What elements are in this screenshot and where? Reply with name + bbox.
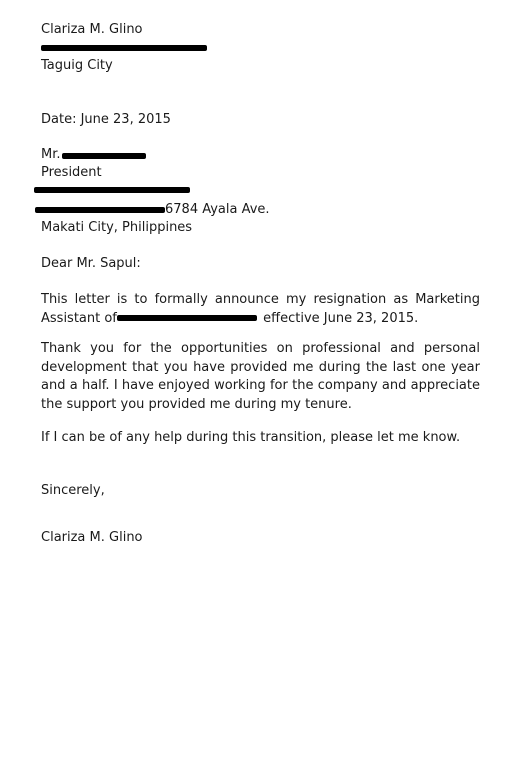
body-paragraph-2: Thank you for the opportunities on professional and personal development that you have provided me during the last one year and a half. I have enjoyed working for the company and appreciate the support you provided me during my tenure.: [41, 341, 480, 412]
letter-date: Date: June 23, 2015: [41, 112, 171, 127]
sender-street-redacted: [41, 39, 211, 57]
signature-name: Clariza M. Glino: [41, 530, 143, 545]
recipient-name-line: [41, 146, 61, 164]
recipient-prefix: Mr.: [41, 147, 61, 162]
sender-city: Taguig City: [41, 58, 113, 73]
redaction-bar: [41, 45, 207, 51]
body-paragraph-3: If I can be of any help during this transition, please let me know.: [41, 430, 461, 445]
recipient-title: President: [41, 165, 102, 180]
recipient-address-line: [41, 201, 270, 219]
employer-redaction: [117, 315, 257, 321]
recipient-company-redaction: [34, 187, 190, 193]
greeting: Dear Mr. Sapul:: [41, 256, 141, 271]
recipient-address-tail: 6784 Ayala Ave.: [165, 202, 270, 217]
body-paragraph-1: [41, 291, 480, 328]
body-paragraph-1-end: effective June 23, 2015.: [263, 310, 419, 326]
sender-name: Clariza M. Glino: [41, 22, 143, 37]
recipient-building-redaction: [35, 207, 165, 213]
recipient-name-redaction: [62, 153, 146, 159]
closing: Sincerely,: [41, 483, 105, 498]
body-paragraph-1-start: This letter is to formally announce my resignation as Marketing Assistant of: [41, 292, 480, 326]
recipient-city: Makati City, Philippines: [41, 220, 193, 235]
